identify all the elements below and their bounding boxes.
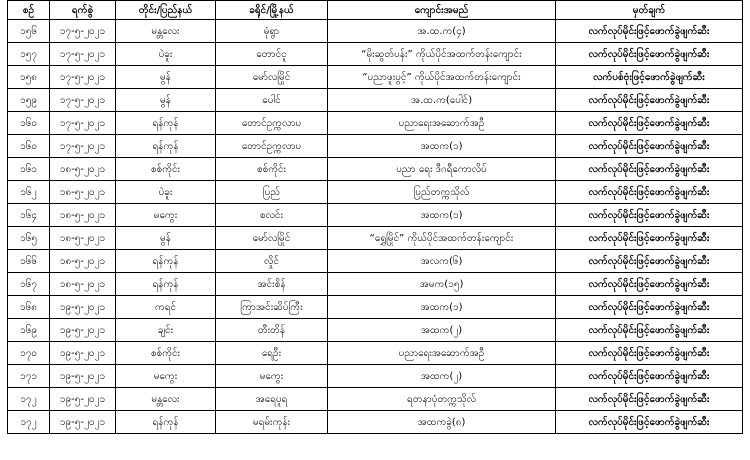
cell-number: ၁၆၅	[8, 227, 50, 250]
cell-school: အထကခွဲ(၈)	[328, 411, 556, 434]
table-row	[8, 158, 743, 181]
cell-number: ၁၇၀	[8, 342, 50, 365]
cell-district: တီးတိန်	[216, 319, 328, 342]
cell-remark: လက်လုပ်မိုင်းဖြင့်ဖောက်ခွဲဖျက်ဆီး	[556, 365, 743, 388]
table-row	[8, 411, 743, 434]
header-remark: မှတ်ချက်	[556, 1, 743, 20]
header-number: စဉ်	[8, 1, 50, 20]
table-row	[8, 273, 743, 296]
table-row	[8, 365, 743, 388]
cell-remark: လက်လုပ်မိုင်းဖြင့်ဖောက်ခွဲဖျက်ဆီး	[556, 204, 743, 227]
cell-remark: လက်လုပ်မိုင်းဖြင့်ဖောက်ခွဲဖျက်ဆီး	[556, 20, 743, 43]
header-school: ကျောင်းအမည်	[328, 1, 556, 20]
cell-date: ၁၉-၅-၂၀၂၁	[50, 296, 116, 319]
cell-date: ၁၇-၅-၂၀၂၁	[50, 66, 116, 89]
table-row	[8, 112, 743, 135]
cell-number: ၁၇၂	[8, 411, 50, 434]
cell-date: ၁၉-၅-၂၀၂၁	[50, 388, 116, 411]
cell-school: အထက(၁)	[328, 204, 556, 227]
cell-remark: လက်လုပ်မိုင်းဖြင့်ဖောက်ခွဲဖျက်ဆီး	[556, 342, 743, 365]
table-row	[8, 20, 743, 43]
cell-school: “ပညာဖူးပွင့်” ကိုယ်ပိုင်အထက်တန်းကျောင်း	[328, 66, 556, 89]
cell-date: ၁၇-၅-၂၀၂၁	[50, 89, 116, 112]
header-district: ခရိုင်/မြို့နယ်	[216, 1, 328, 20]
table-row	[8, 388, 743, 411]
cell-date: ၁၉-၅-၂၀၂၁	[50, 342, 116, 365]
cell-remark: လက်လုပ်မိုင်းဖြင့်ဖောက်ခွဲဖျက်ဆီး	[556, 319, 743, 342]
cell-region: မွန်	[116, 66, 216, 89]
table-row	[8, 342, 743, 365]
cell-remark: လက်လုပ်မိုင်းဖြင့်ဖောက်ခွဲဖျက်ဆီး	[556, 411, 743, 434]
cell-district: ကြာအင်းဆိပ်ကြီး	[216, 296, 328, 319]
cell-school: ပြည်တက္ကသိုလ်	[328, 181, 556, 204]
cell-date: ၁၈-၅-၂၀၂၁	[50, 204, 116, 227]
table-row	[8, 66, 743, 89]
cell-remark: လက်လုပ်မိုင်းဖြင့်ဖောက်ခွဲဖျက်ဆီး	[556, 135, 743, 158]
cell-district: တောင်ငူ	[216, 43, 328, 66]
table-row	[8, 296, 743, 319]
cell-district: မော်လမြိုင်	[216, 227, 328, 250]
cell-region: ရန်ကုန်	[116, 273, 216, 296]
cell-number: ၁၆၇	[8, 273, 50, 296]
cell-region: စစ်ကိုင်း	[116, 342, 216, 365]
cell-remark: လက်လုပ်မိုင်းဖြင့်ဖောက်ခွဲဖျက်ဆီး	[556, 227, 743, 250]
cell-date: ၁၉-၅-၂၀၂၁	[50, 411, 116, 434]
cell-school: အ.ထ.က(၄)	[328, 20, 556, 43]
cell-region: မန္တလေး	[116, 388, 216, 411]
cell-remark: လက်လုပ်မိုင်းဖြင့်ဖောက်ခွဲဖျက်ဆီး	[556, 89, 743, 112]
cell-region: ပဲခူး	[116, 43, 216, 66]
incident-table	[7, 0, 743, 434]
cell-remark: လက်လုပ်မိုင်းဖြင့်ဖောက်ခွဲဖျက်ဆီး	[556, 388, 743, 411]
cell-region: ရန်ကုန်	[116, 411, 216, 434]
cell-region: ရန်ကုန်	[116, 112, 216, 135]
cell-remark: လက်လုပ်မိုင်းဖြင့်ဖောက်ခွဲဖျက်ဆီး	[556, 181, 743, 204]
cell-district: ပြည်	[216, 181, 328, 204]
cell-school: အမက(၁၅)	[328, 273, 556, 296]
cell-district: လှိုင်	[216, 250, 328, 273]
cell-region: ရန်ကုန်	[116, 135, 216, 158]
cell-school: ပညာရေးအဆောက်အဦ	[328, 112, 556, 135]
cell-remark: လက်လုပ်မိုင်းဖြင့်ဖောက်ခွဲဖျက်ဆီး	[556, 158, 743, 181]
cell-number: ၁၅၇	[8, 43, 50, 66]
cell-number: ၁၆၀	[8, 135, 50, 158]
cell-remark: လက်လုပ်မိုင်းဖြင့်ဖောက်ခွဲဖျက်ဆီး	[556, 112, 743, 135]
cell-school: အထက(၁)	[328, 296, 556, 319]
cell-date: ၁၈-၅-၂၀၂၁	[50, 227, 116, 250]
cell-date: ၁၈-၅-၂၀၂၁	[50, 250, 116, 273]
cell-region: မွန်	[116, 89, 216, 112]
table-row	[8, 250, 743, 273]
cell-region: ချင်း	[116, 319, 216, 342]
cell-region: ပဲခူး	[116, 181, 216, 204]
table-row	[8, 204, 743, 227]
cell-district: မုံရွာ	[216, 20, 328, 43]
cell-date: ၁၈-၅-၂၀၂၁	[50, 181, 116, 204]
table-row	[8, 181, 743, 204]
table-row	[8, 135, 743, 158]
cell-district: စစ်ကိုင်း	[216, 158, 328, 181]
cell-district: မော်လမြိုင်	[216, 66, 328, 89]
cell-school: “မိုးဆွတ်ပန်း” ကိုယ်ပိုင်အထက်တန်းကျောင်း	[328, 43, 556, 66]
cell-school: “ရွှေမြိုင်” ကိုယ်ပိုင်အထက်တန်းကျောင်း	[328, 227, 556, 250]
cell-district: မရမ်းကုန်း	[216, 411, 328, 434]
cell-district: အရေပူရ	[216, 388, 328, 411]
cell-number: ၁၆၆	[8, 250, 50, 273]
cell-remark: လက်လုပ်မိုင်းဖြင့်ဖောက်ခွဲဖျက်ဆီး	[556, 250, 743, 273]
cell-number: ၁၅၉	[8, 89, 50, 112]
cell-school: အထက(၁)	[328, 135, 556, 158]
cell-school: ပညာ ရေး ဒီဂရီကောလိပ်	[328, 158, 556, 181]
table-row	[8, 319, 743, 342]
cell-number: ၁၇၂	[8, 388, 50, 411]
cell-remark: လက်လုပ်မိုင်းဖြင့်ဖောက်ခွဲဖျက်ဆီး	[556, 43, 743, 66]
cell-date: ၁၇-၅-၂၀၂၁	[50, 20, 116, 43]
cell-district: တောင်ဥက္ကလာပ	[216, 112, 328, 135]
cell-region: မကွေး	[116, 204, 216, 227]
cell-district: တောင်ဥက္ကလာပ	[216, 135, 328, 158]
cell-school: အလက(၆)	[328, 250, 556, 273]
table-body	[8, 20, 743, 434]
cell-school: ပညာရေးအဆောက်အဦ	[328, 342, 556, 365]
cell-school: အထက(၂)	[328, 365, 556, 388]
cell-region: ကရင်	[116, 296, 216, 319]
cell-number: ၁၆၀	[8, 112, 50, 135]
table-row	[8, 227, 743, 250]
cell-number: ၁၆၁	[8, 158, 50, 181]
cell-number: ၁၆၉	[8, 319, 50, 342]
cell-number: ၁၆၂	[8, 181, 50, 204]
cell-district: ရေဦး	[216, 342, 328, 365]
cell-remark: လက်လုပ်မိုင်းဖြင့်ဖောက်ခွဲဖျက်ဆီး	[556, 296, 743, 319]
header-date: ရက်စွဲ	[50, 1, 116, 20]
cell-date: ၁၈-၅-၂၀၂၁	[50, 273, 116, 296]
cell-date: ၁၇-၅-၂၀၂၁	[50, 112, 116, 135]
cell-school: ရတနာပုံတက္ကသိုလ်	[328, 388, 556, 411]
table-row	[8, 43, 743, 66]
cell-district: မကွေး	[216, 365, 328, 388]
cell-region: မကွေး	[116, 365, 216, 388]
cell-date: ၁၇-၅-၂၀၂၁	[50, 135, 116, 158]
cell-date: ၁၉-၅-၂၀၂၁	[50, 319, 116, 342]
cell-school: အ.ထ.က(ပေါင်)	[328, 89, 556, 112]
table-row	[8, 89, 743, 112]
table-header-row	[8, 1, 743, 20]
cell-district: အင်းစိန်	[216, 273, 328, 296]
cell-region: မွန်	[116, 227, 216, 250]
incident-table-container	[7, 0, 743, 434]
cell-number: ၁၅၆	[8, 20, 50, 43]
cell-region: ရန်ကုန်	[116, 250, 216, 273]
cell-date: ၁၉-၅-၂၀၂၁	[50, 365, 116, 388]
cell-remark: လက်လုပ်မိုင်းဖြင့်ဖောက်ခွဲဖျက်ဆီး	[556, 273, 743, 296]
cell-number: ၁၆၈	[8, 296, 50, 319]
cell-school: အထက(၂)	[328, 319, 556, 342]
cell-number: ၁၆၄	[8, 204, 50, 227]
cell-number: ၁၇၁	[8, 365, 50, 388]
cell-remark: လက်ပစ်ဗုံးဖြင့်ဖောက်ခွဲဖျက်ဆီး	[556, 66, 743, 89]
header-region: တိုင်း/ပြည်နယ်	[116, 1, 216, 20]
cell-district: စလင်း	[216, 204, 328, 227]
cell-date: ၁၈-၅-၂၀၂၁	[50, 158, 116, 181]
cell-date: ၁၇-၅-၂၀၂၁	[50, 43, 116, 66]
cell-district: ပေါင်	[216, 89, 328, 112]
cell-region: မန္တလေး	[116, 20, 216, 43]
cell-region: စစ်ကိုင်း	[116, 158, 216, 181]
cell-number: ၁၅၈	[8, 66, 50, 89]
